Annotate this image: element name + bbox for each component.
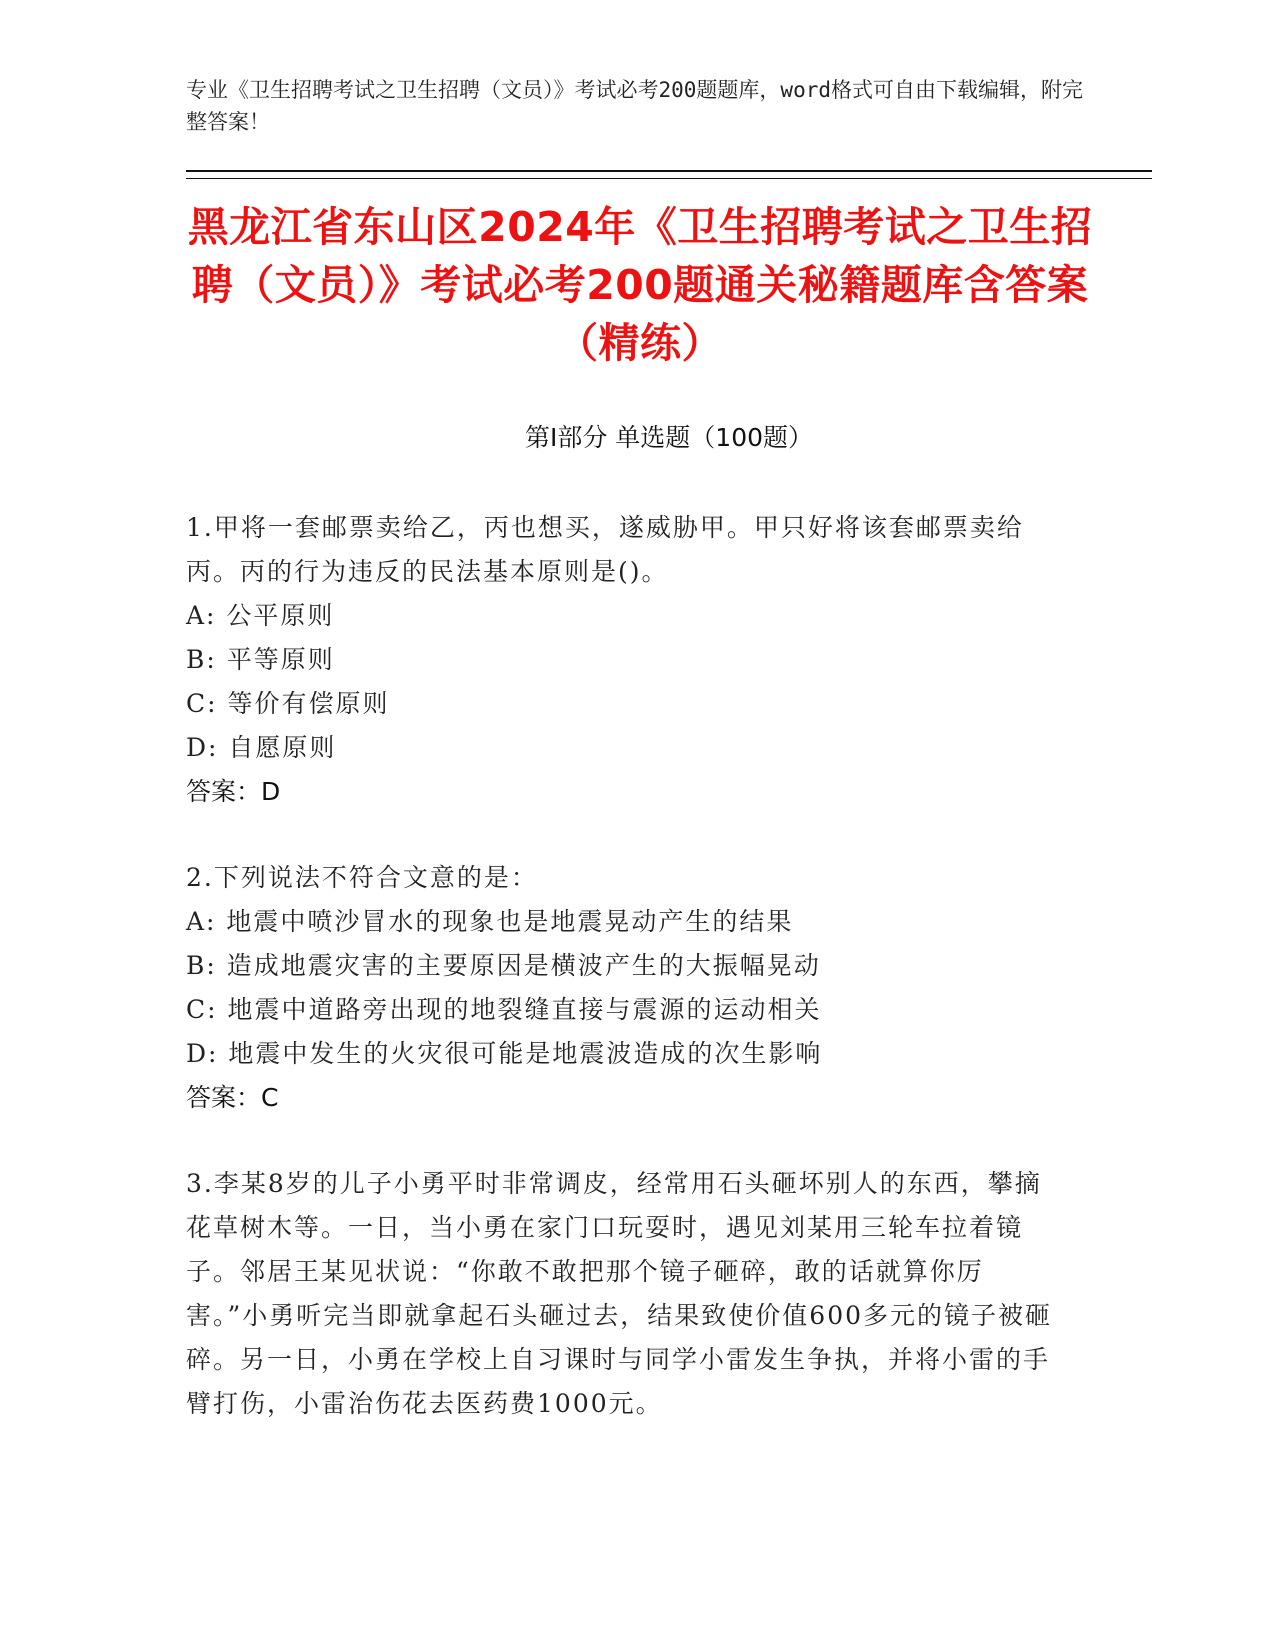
header-divider-thin (186, 178, 1152, 179)
option-a: A: 公平原则 (186, 601, 335, 630)
option-a: A: 地震中喷沙冒水的现象也是地震晃动产生的结果 (186, 907, 794, 936)
question-item (186, 1162, 1066, 1426)
header-divider-thick (186, 170, 1152, 172)
answer-line: 答案：D (186, 777, 281, 806)
header-note: 专业《卫生招聘考试之卫生招聘（文员）》考试必考200题题库，word格式可自由下载编辑，附完整答案！ (186, 78, 1083, 134)
option-c: C: 等价有偿原则 (186, 689, 390, 718)
document-title: 黑龙江省东山区2024年《卫生招聘考试之卫生招聘（文员）》考试必考200题通关秘籍题库含答案（精练） (187, 203, 1093, 367)
question-item (186, 506, 1066, 814)
option-b: B: 平等原则 (186, 645, 335, 674)
section-heading: 第Ⅰ部分 单选题（100题） (524, 423, 814, 452)
option-b: B: 造成地震灾害的主要原因是横波产生的大振幅晃动 (186, 951, 821, 980)
answer-line: 答案：C (186, 1083, 279, 1112)
option-d: D: 自愿原则 (186, 733, 337, 762)
question-item (186, 856, 1066, 1120)
question-stem: 2.下列说法不符合文意的是： (186, 863, 538, 892)
question-list (186, 506, 1066, 1468)
option-c: C: 地震中道路旁出现的地裂缝直接与震源的运动相关 (186, 995, 822, 1024)
question-stem: 3.李某8岁的儿子小勇平时非常调皮，经常用石头砸坏别人的东西，攀摘花草树木等。一日，当小勇在家门口玩耍时，遇见刘某用三轮车拉着镜子。邻居王某见状说：“你敢不敢把那个镜子砸碎，敢的话就算你厉害。”小勇听完当即就拿起石头砸过去，结果致使价值600多元的镜子被砸碎。另一日，小勇在学校上自习课时与同学小雷发生争执，并将小雷的手臂打伤，小雷治伤花去医药费1000元。 (186, 1169, 1053, 1418)
question-stem: 1.甲将一套邮票卖给乙，丙也想买，遂威胁甲。甲只好将该套邮票卖给丙。丙的行为违反的民法基本原则是()。 (186, 513, 1024, 586)
option-d: D: 地震中发生的火灾很可能是地震波造成的次生影响 (186, 1039, 823, 1068)
